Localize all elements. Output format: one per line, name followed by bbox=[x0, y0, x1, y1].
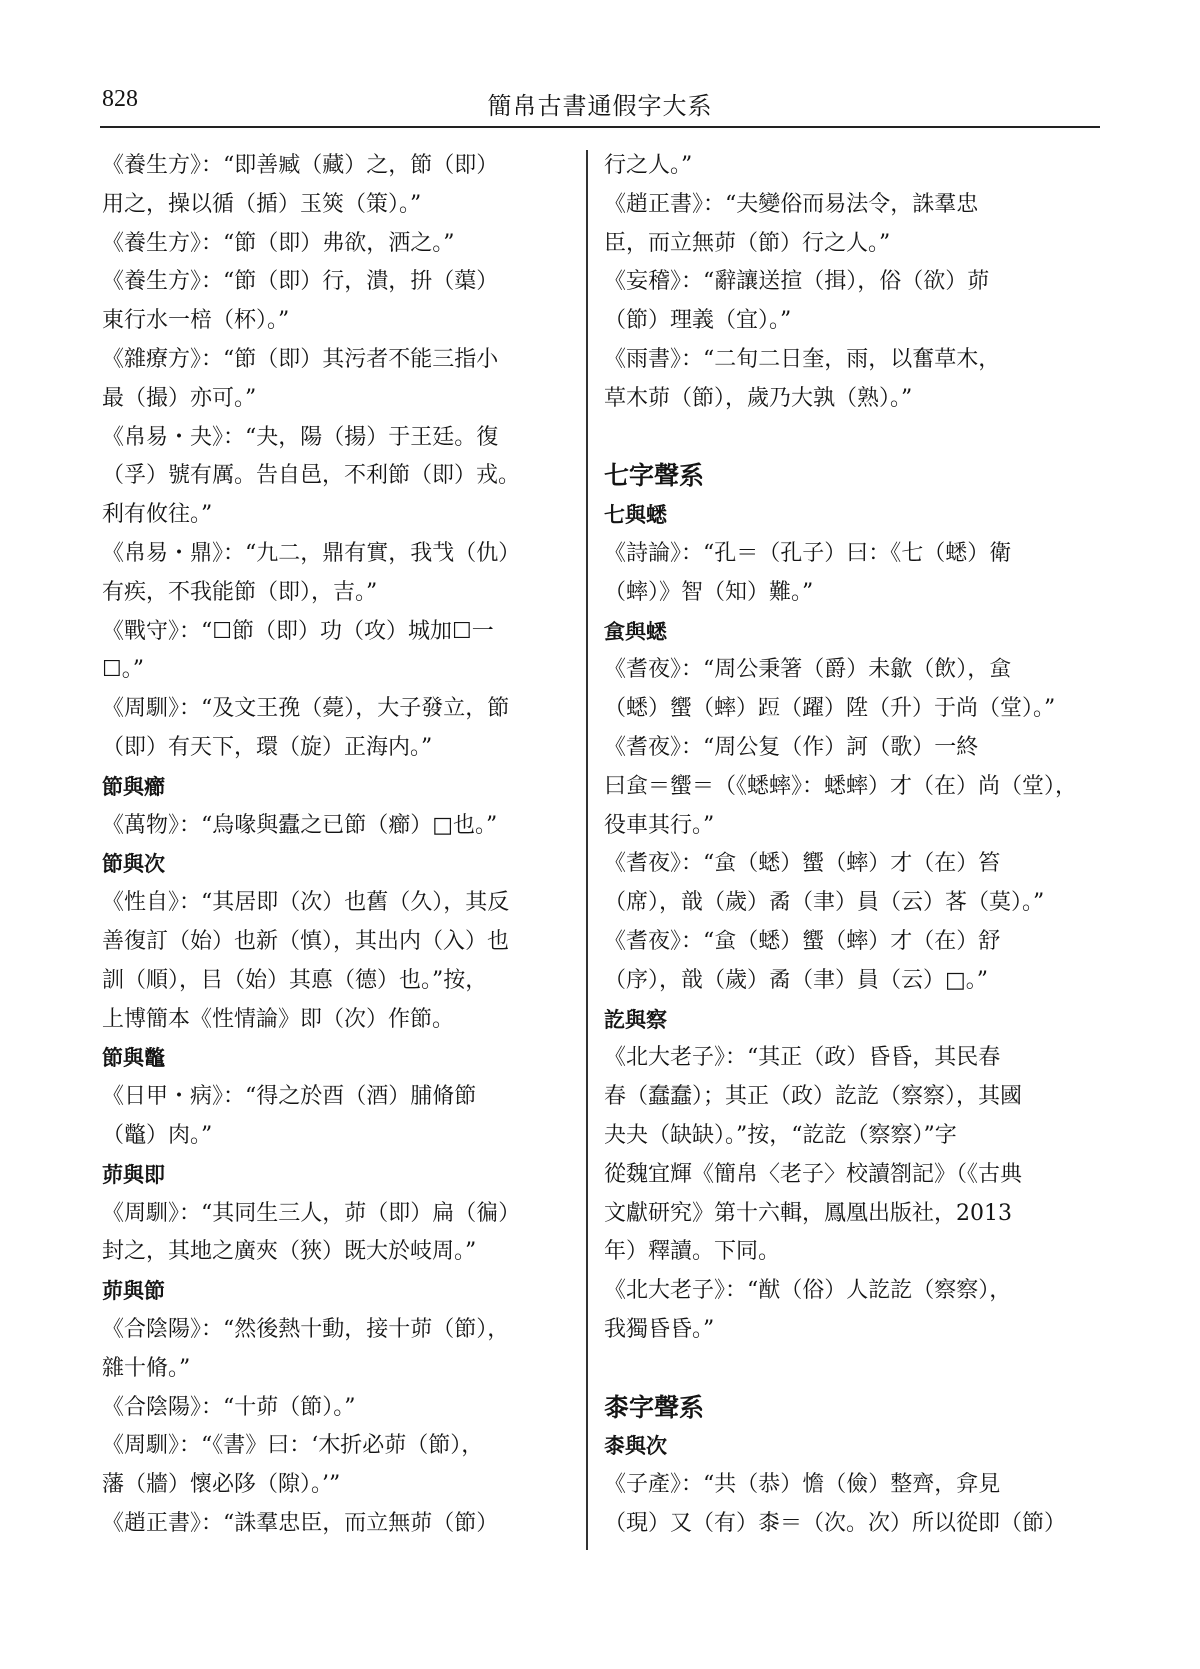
left-column bbox=[102, 147, 575, 1544]
text-line: 用之，操以循（揗）玉筴（策）。” bbox=[102, 191, 422, 217]
entry-heading: 七與蟋 bbox=[604, 503, 667, 528]
text-line: 《戰守》：“☐節（即）功（攻）城加☐一 bbox=[102, 618, 494, 644]
text-line: 上博簡本《性情論》即（次）作節。 bbox=[102, 1006, 455, 1032]
entry-heading: 𧊧與蟋 bbox=[604, 619, 667, 644]
text-line: （蟋）蠁（蟀）𨁋（躍）陞（升）于尚（堂）。” bbox=[604, 696, 1056, 722]
text-line: （孚）號有厲。告自邑，不利節（即）戎。 bbox=[102, 463, 521, 489]
text-line: 封之，其地之廣夾（狹）既大於岐周。” bbox=[102, 1239, 477, 1265]
text-line: （席），戠（歲）矞（聿）員（云）茖（莫）。” bbox=[604, 890, 1045, 916]
text-line: 我獨昏昏。” bbox=[604, 1316, 715, 1342]
spacer bbox=[604, 1350, 1091, 1389]
text-line: ☐。” bbox=[102, 657, 144, 683]
text-line: （即）有天下，環（旋）正海内。” bbox=[102, 734, 433, 760]
text-line: 有疾，不我能節（即），吉。” bbox=[102, 579, 378, 605]
text-line: 《耆夜》：“周公秉箸（爵）未歙（飲），𧊧 bbox=[604, 657, 1012, 683]
book-title: 簡帛古書通假字大系 bbox=[487, 92, 713, 120]
entry-heading: 節與癤 bbox=[102, 774, 165, 799]
text-line: 文獻研究》第十六輯，鳳凰出版社，2013 bbox=[604, 1200, 1012, 1226]
text-line: 《帛易・夬》：“夬，陽（揚）于王廷。復 bbox=[102, 424, 499, 450]
text-line: （現）又（有）桼＝（次。次）所以從即（節） bbox=[604, 1510, 1067, 1536]
entry-heading: 桼與次 bbox=[604, 1434, 667, 1459]
entry-heading: 訖與察 bbox=[604, 1007, 667, 1032]
column-divider bbox=[586, 150, 588, 1550]
text-line: 《雜療方》：“節（即）其污者不能三指小 bbox=[102, 346, 499, 372]
text-line: 《周馴》：“《書》曰：‘木折必茆（節）， bbox=[102, 1433, 484, 1459]
text-line: 《北大老子》：“其正（政）昏昏，其民春 bbox=[604, 1045, 1001, 1071]
text-line: 臣，而立無茆（節）行之人。” bbox=[604, 230, 891, 256]
text-line: 《周馴》：“其同生三人，茆（即）扁（徧） bbox=[102, 1200, 521, 1226]
entry-heading: 節與次 bbox=[102, 852, 165, 877]
text-line: 《趙正書》：“夫變俗而易法令，誅羣忠 bbox=[604, 191, 979, 217]
entry-heading: 節與鼈 bbox=[102, 1046, 165, 1071]
text-line: 《萬物》：“烏喙與蠹之已節（癤）□也。” bbox=[102, 812, 498, 838]
header-rule bbox=[100, 126, 1100, 128]
entry-heading: 茆與節 bbox=[102, 1279, 165, 1304]
running-header bbox=[100, 86, 1100, 126]
text-line: 東行水一棓（杯）。” bbox=[102, 308, 290, 334]
text-line: 《日甲・病》：“得之於酉（酒）脯脩節 bbox=[102, 1084, 477, 1110]
right-column bbox=[604, 147, 1091, 1544]
text-line: 善復訂（始）也新（慎），其出内（入）也 bbox=[102, 928, 510, 954]
text-line: 役車其行。” bbox=[604, 812, 715, 838]
text-line: 年）釋讀。下同。 bbox=[604, 1239, 781, 1265]
text-line: 《趙正書》：“誅羣忠臣，而立無茆（節） bbox=[102, 1510, 499, 1536]
text-line: 從魏宜輝《簡帛〈老子〉校讀劄記》（《古典 bbox=[604, 1161, 1023, 1187]
text-line: 《合陰陽》：“十茆（節）。” bbox=[102, 1394, 356, 1420]
text-line: 《合陰陽》：“然後熱十動，接十茆（節）， bbox=[102, 1316, 510, 1342]
text-line: 曰𧊧＝蠁＝（《蟋蟀》：蟋蟀）才（在）尚（堂）， bbox=[604, 773, 1078, 799]
text-line: （節）理義（宜）。” bbox=[604, 308, 792, 334]
text-line: 《詩論》：“孔＝（孔子）曰：《七（蟋）衛 bbox=[604, 540, 1012, 566]
entry-heading: 茆與即 bbox=[102, 1162, 165, 1187]
text-line: 最（撮）亦可。” bbox=[102, 385, 257, 411]
text-line: 雜十脩。” bbox=[102, 1355, 191, 1381]
text-line: 《北大老子》：“猷（俗）人訖訖（察察）， bbox=[604, 1278, 1012, 1304]
text-line: 《耆夜》：“周公复（作）訶（歌）一終 bbox=[604, 734, 979, 760]
text-line: 利有攸往。” bbox=[102, 502, 213, 528]
text-line: 《帛易・鼎》：“九二，鼎有實，我𢦏（仇） bbox=[102, 540, 521, 566]
text-line: 《耆夜》：“𧊧（蟋）蠁（蟀）才（在）笞 bbox=[604, 851, 1001, 877]
text-line: 《子產》：“共（恭）憺（儉）整齊，弇見 bbox=[604, 1472, 1001, 1498]
text-line: 《養生方》：“節（即）行，潰，抍（蕖） bbox=[102, 269, 499, 295]
text-line: （序），戠（歲）矞（聿）員（云）□。” bbox=[604, 967, 989, 993]
text-line: 《周馴》：“及文王㝃（薨），大子發立，節 bbox=[102, 696, 510, 722]
section-heading: 桼字聲系 bbox=[604, 1392, 705, 1422]
text-line: 《雨書》：“二旬二日奎，雨，以奮草木， bbox=[604, 346, 1001, 372]
page-number: 828 bbox=[102, 86, 138, 112]
text-line: （鼈）肉。” bbox=[102, 1122, 213, 1148]
text-line: 《養生方》：“節（即）弗欲，洒之。” bbox=[102, 230, 455, 256]
text-line: 《妄稽》：“辭讓送揎（揖），俗（欲）茆 bbox=[604, 269, 990, 295]
section-heading: 七字聲系 bbox=[604, 461, 705, 491]
text-line: 夬夬（缺缺）。”按，“訖訖（察察）”字 bbox=[604, 1122, 957, 1148]
text-line: （蟀）》智（知）難。” bbox=[604, 579, 814, 605]
text-line: 草木茆（節），歲乃大孰（熟）。” bbox=[604, 385, 913, 411]
text-line: 春（蠢蠢）；其正（政）訖訖（察察），其國 bbox=[604, 1084, 1023, 1110]
text-line: 《養生方》：“即善臧（藏）之，節（即） bbox=[102, 153, 499, 178]
text-line: 訓（順），㠯（始）其悳（德）也。”按， bbox=[102, 967, 488, 993]
text-line: 行之人。” bbox=[604, 153, 693, 178]
text-line: 《耆夜》：“𧊧（蟋）蠁（蟀）才（在）舒 bbox=[604, 928, 1001, 954]
spacer bbox=[604, 419, 1091, 458]
text-line: 藩（牆）懷必陊（隙）。’” bbox=[102, 1472, 341, 1498]
text-line: 《性自》：“其居即（次）也舊（久），其反 bbox=[102, 890, 510, 916]
